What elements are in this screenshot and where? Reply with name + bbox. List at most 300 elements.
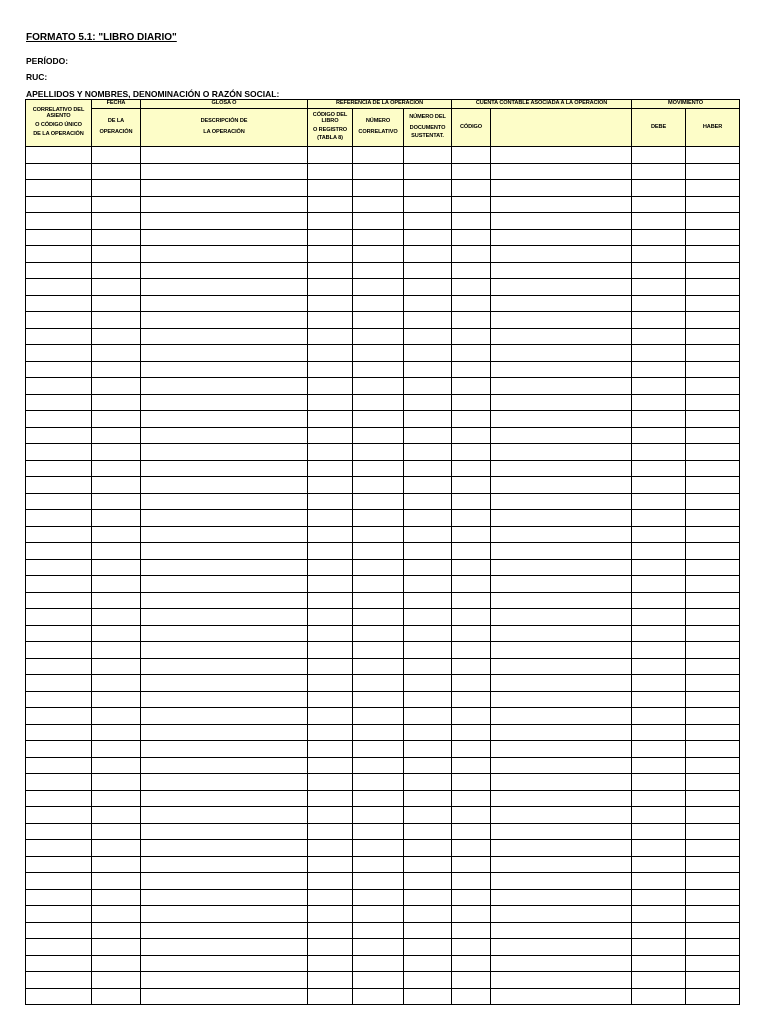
cell-codigo-libro [308,906,353,923]
cell-correlativo [26,345,92,362]
cell-haber [686,642,740,659]
cell-denominacion [491,444,632,461]
cell-numero-documento [404,394,452,411]
cell-numero-documento [404,378,452,395]
cell-correlativo [26,774,92,791]
cell-haber [686,312,740,329]
cell-codigo [452,922,491,939]
cell-fecha [92,691,141,708]
cell-numero-correlativo [353,972,404,989]
cell-denominacion [491,609,632,626]
cell-haber [686,411,740,428]
header-movimiento-group: MOVIMIENTO [632,100,740,109]
cell-fecha [92,675,141,692]
cell-numero-correlativo [353,510,404,527]
table-row [26,774,740,791]
cell-correlativo [26,972,92,989]
cell-fecha [92,378,141,395]
cell-numero-correlativo [353,576,404,593]
cell-debe [632,411,686,428]
cell-denominacion [491,691,632,708]
cell-haber [686,625,740,642]
table-row [26,592,740,609]
cell-debe [632,906,686,923]
cell-numero-documento [404,526,452,543]
cell-codigo [452,444,491,461]
cell-debe [632,873,686,890]
cell-fecha [92,411,141,428]
cell-debe [632,460,686,477]
cell-denominacion [491,658,632,675]
cell-codigo [452,460,491,477]
cell-haber [686,444,740,461]
cell-debe [632,757,686,774]
cell-debe [632,427,686,444]
cell-codigo [452,906,491,923]
cell-codigo [452,724,491,741]
cell-codigo [452,180,491,197]
cell-glosa [141,873,308,890]
cell-numero-documento [404,988,452,1005]
cell-glosa [141,889,308,906]
cell-codigo-libro [308,246,353,263]
header-numero-documento-line: DOCUMENTO [409,124,446,131]
cell-denominacion [491,510,632,527]
cell-denominacion [491,262,632,279]
cell-codigo [452,559,491,576]
cell-debe [632,361,686,378]
cell-glosa [141,906,308,923]
cell-codigo-libro [308,312,353,329]
libro-diario-table [25,99,740,1005]
cell-fecha [92,856,141,873]
cell-numero-documento [404,889,452,906]
table-row [26,163,740,180]
cell-numero-correlativo [353,741,404,758]
razon-social-label: APELLIDOS Y NOMBRES, DENOMINACIÓN O RAZÓN SOCIAL: [26,89,280,99]
cell-haber [686,576,740,593]
cell-codigo-libro [308,559,353,576]
cell-fecha [92,213,141,230]
cell-fecha [92,889,141,906]
table-row [26,642,740,659]
cell-numero-correlativo [353,592,404,609]
cell-numero-documento [404,576,452,593]
cell-fecha [92,345,141,362]
cell-numero-documento [404,840,452,857]
cell-correlativo [26,262,92,279]
cell-haber [686,163,740,180]
cell-glosa [141,625,308,642]
cell-haber [686,889,740,906]
cell-numero-documento [404,972,452,989]
cell-haber [686,510,740,527]
cell-codigo-libro [308,493,353,510]
header-numero-correlativo [353,109,404,147]
cell-fecha [92,708,141,725]
cell-denominacion [491,213,632,230]
cell-codigo-libro [308,972,353,989]
cell-denominacion [491,147,632,164]
cell-correlativo [26,559,92,576]
cell-numero-correlativo [353,180,404,197]
cell-codigo-libro [308,873,353,890]
cell-codigo-libro [308,147,353,164]
cell-codigo-libro [308,939,353,956]
cell-numero-documento [404,642,452,659]
cell-fecha [92,559,141,576]
cell-numero-documento [404,609,452,626]
cell-numero-correlativo [353,477,404,494]
cell-correlativo [26,790,92,807]
cell-haber [686,229,740,246]
cell-numero-documento [404,741,452,758]
cell-codigo [452,163,491,180]
cell-fecha [92,576,141,593]
cell-denominacion [491,477,632,494]
table-row [26,411,740,428]
cell-debe [632,972,686,989]
cell-correlativo [26,493,92,510]
cell-numero-documento [404,246,452,263]
table-row [26,658,740,675]
cell-fecha [92,790,141,807]
cell-correlativo [26,675,92,692]
cell-numero-documento [404,361,452,378]
cell-denominacion [491,394,632,411]
cell-numero-correlativo [353,312,404,329]
cell-correlativo [26,427,92,444]
cell-codigo-libro [308,625,353,642]
cell-correlativo [26,460,92,477]
cell-fecha [92,955,141,972]
cell-codigo [452,840,491,857]
cell-fecha [92,724,141,741]
cell-debe [632,196,686,213]
cell-numero-documento [404,724,452,741]
cell-glosa [141,460,308,477]
cell-codigo [452,345,491,362]
cell-haber [686,922,740,939]
ledger-body [26,147,740,1005]
cell-haber [686,708,740,725]
cell-correlativo [26,708,92,725]
table-row [26,477,740,494]
cell-correlativo [26,757,92,774]
cell-glosa [141,147,308,164]
cell-numero-documento [404,807,452,824]
cell-haber [686,856,740,873]
cell-debe [632,790,686,807]
header-numero-correlativo-line: NÚMERO [365,118,391,125]
table-row [26,757,740,774]
cell-correlativo [26,922,92,939]
cell-haber [686,724,740,741]
cell-numero-documento [404,229,452,246]
cell-codigo [452,856,491,873]
cell-denominacion [491,328,632,345]
cell-numero-correlativo [353,939,404,956]
cell-numero-documento [404,955,452,972]
cell-codigo-libro [308,427,353,444]
cell-numero-documento [404,823,452,840]
cell-numero-documento [404,906,452,923]
header-numero-documento [404,109,452,147]
document-title: FORMATO 5.1: "LIBRO DIARIO" [26,32,177,43]
header-codigo-libro-line: CÓDIGO DEL [312,111,348,118]
cell-codigo-libro [308,675,353,692]
cell-codigo-libro [308,642,353,659]
cell-codigo-libro [308,823,353,840]
cell-haber [686,790,740,807]
cell-numero-documento [404,510,452,527]
cell-glosa [141,741,308,758]
cell-glosa [141,262,308,279]
cell-glosa [141,312,308,329]
cell-fecha [92,807,141,824]
cell-numero-correlativo [353,444,404,461]
cell-correlativo [26,840,92,857]
cell-codigo [452,427,491,444]
cell-correlativo [26,625,92,642]
cell-glosa [141,279,308,296]
header-glosa-top: GLOSA O [141,100,308,109]
cell-debe [632,889,686,906]
cell-haber [686,840,740,857]
cell-numero-correlativo [353,642,404,659]
cell-codigo [452,691,491,708]
cell-codigo-libro [308,378,353,395]
cell-correlativo [26,444,92,461]
cell-glosa [141,823,308,840]
cell-fecha [92,972,141,989]
cell-haber [686,477,740,494]
cell-debe [632,526,686,543]
cell-fecha [92,592,141,609]
cell-glosa [141,394,308,411]
header-debe: DEBE [632,109,686,147]
cell-glosa [141,246,308,263]
cell-numero-correlativo [353,955,404,972]
table-row [26,246,740,263]
table-row [26,708,740,725]
cell-correlativo [26,642,92,659]
cell-codigo-libro [308,460,353,477]
cell-numero-documento [404,147,452,164]
cell-numero-correlativo [353,246,404,263]
cell-codigo [452,642,491,659]
table-row [26,213,740,230]
cell-numero-correlativo [353,279,404,296]
cell-glosa [141,675,308,692]
cell-denominacion [491,163,632,180]
table-row [26,955,740,972]
cell-denominacion [491,972,632,989]
cell-fecha [92,147,141,164]
cell-fecha [92,625,141,642]
cell-debe [632,444,686,461]
cell-codigo-libro [308,510,353,527]
cell-numero-correlativo [353,262,404,279]
cell-numero-documento [404,213,452,230]
cell-numero-correlativo [353,790,404,807]
cell-numero-documento [404,196,452,213]
cell-numero-correlativo [353,361,404,378]
cell-correlativo [26,328,92,345]
cell-codigo-libro [308,757,353,774]
cell-codigo [452,213,491,230]
cell-correlativo [26,510,92,527]
cell-haber [686,906,740,923]
cell-debe [632,691,686,708]
cell-denominacion [491,922,632,939]
cell-correlativo [26,807,92,824]
cell-glosa [141,378,308,395]
cell-numero-correlativo [353,427,404,444]
table-row [26,906,740,923]
cell-denominacion [491,774,632,791]
cell-codigo-libro [308,361,353,378]
table-row [26,741,740,758]
cell-codigo [452,246,491,263]
cell-correlativo [26,889,92,906]
cell-numero-documento [404,922,452,939]
cell-glosa [141,576,308,593]
header-codigo-libro-line: (TABLA 8) [317,135,343,142]
cell-numero-correlativo [353,493,404,510]
cell-debe [632,229,686,246]
cell-correlativo [26,361,92,378]
cell-fecha [92,394,141,411]
cell-haber [686,741,740,758]
header-correlativo-line: ASIENTO [46,113,71,120]
cell-codigo [452,774,491,791]
cell-correlativo [26,180,92,197]
cell-fecha [92,180,141,197]
cell-fecha [92,939,141,956]
cell-codigo [452,411,491,428]
header-fecha-line: OPERACIÓN [99,129,133,135]
cell-correlativo [26,823,92,840]
cell-debe [632,658,686,675]
cell-codigo-libro [308,691,353,708]
cell-denominacion [491,675,632,692]
cell-codigo-libro [308,262,353,279]
cell-numero-documento [404,411,452,428]
cell-denominacion [491,196,632,213]
cell-codigo-libro [308,609,353,626]
cell-codigo [452,889,491,906]
cell-codigo [452,279,491,296]
cell-codigo-libro [308,988,353,1005]
cell-codigo [452,873,491,890]
cell-numero-documento [404,774,452,791]
table-row [26,625,740,642]
cell-haber [686,262,740,279]
cell-denominacion [491,939,632,956]
cell-glosa [141,642,308,659]
cell-numero-correlativo [353,691,404,708]
cell-numero-correlativo [353,543,404,560]
cell-haber [686,559,740,576]
cell-correlativo [26,378,92,395]
cell-fecha [92,642,141,659]
cell-debe [632,592,686,609]
table-row [26,691,740,708]
cell-codigo [452,675,491,692]
cell-numero-documento [404,262,452,279]
cell-denominacion [491,741,632,758]
header-correlativo [26,100,92,147]
table-row [26,361,740,378]
cell-haber [686,526,740,543]
cell-fecha [92,493,141,510]
cell-codigo [452,378,491,395]
cell-numero-documento [404,279,452,296]
cell-correlativo [26,609,92,626]
cell-codigo-libro [308,163,353,180]
table-row [26,823,740,840]
cell-denominacion [491,955,632,972]
cell-numero-correlativo [353,675,404,692]
cell-codigo-libro [308,576,353,593]
header-correlativo-line: CORRELATIVO DEL [32,107,85,114]
cell-glosa [141,559,308,576]
cell-numero-documento [404,708,452,725]
cell-denominacion [491,856,632,873]
cell-glosa [141,213,308,230]
cell-glosa [141,807,308,824]
cell-haber [686,147,740,164]
cell-numero-documento [404,477,452,494]
cell-fecha [92,873,141,890]
table-row [26,345,740,362]
cell-fecha [92,658,141,675]
cell-fecha [92,526,141,543]
table-row [26,807,740,824]
cell-codigo [452,625,491,642]
cell-denominacion [491,642,632,659]
cell-glosa [141,361,308,378]
cell-debe [632,394,686,411]
cell-correlativo [26,526,92,543]
cell-codigo [452,477,491,494]
cell-glosa [141,922,308,939]
cell-fecha [92,823,141,840]
cell-haber [686,328,740,345]
cell-denominacion [491,906,632,923]
cell-correlativo [26,939,92,956]
cell-codigo-libro [308,526,353,543]
table-row [26,295,740,312]
cell-numero-documento [404,312,452,329]
table-row [26,840,740,857]
cell-fecha [92,246,141,263]
cell-haber [686,807,740,824]
cell-debe [632,279,686,296]
cell-haber [686,543,740,560]
table-row [26,328,740,345]
cell-numero-documento [404,345,452,362]
table-row [26,229,740,246]
cell-correlativo [26,147,92,164]
table-row [26,262,740,279]
header-correlativo-line: DE LA OPERACIÓN [33,130,84,137]
cell-glosa [141,444,308,461]
header-haber: HABER [686,109,740,147]
table-row [26,180,740,197]
header-codigo-libro-line: LIBRO [321,117,339,124]
